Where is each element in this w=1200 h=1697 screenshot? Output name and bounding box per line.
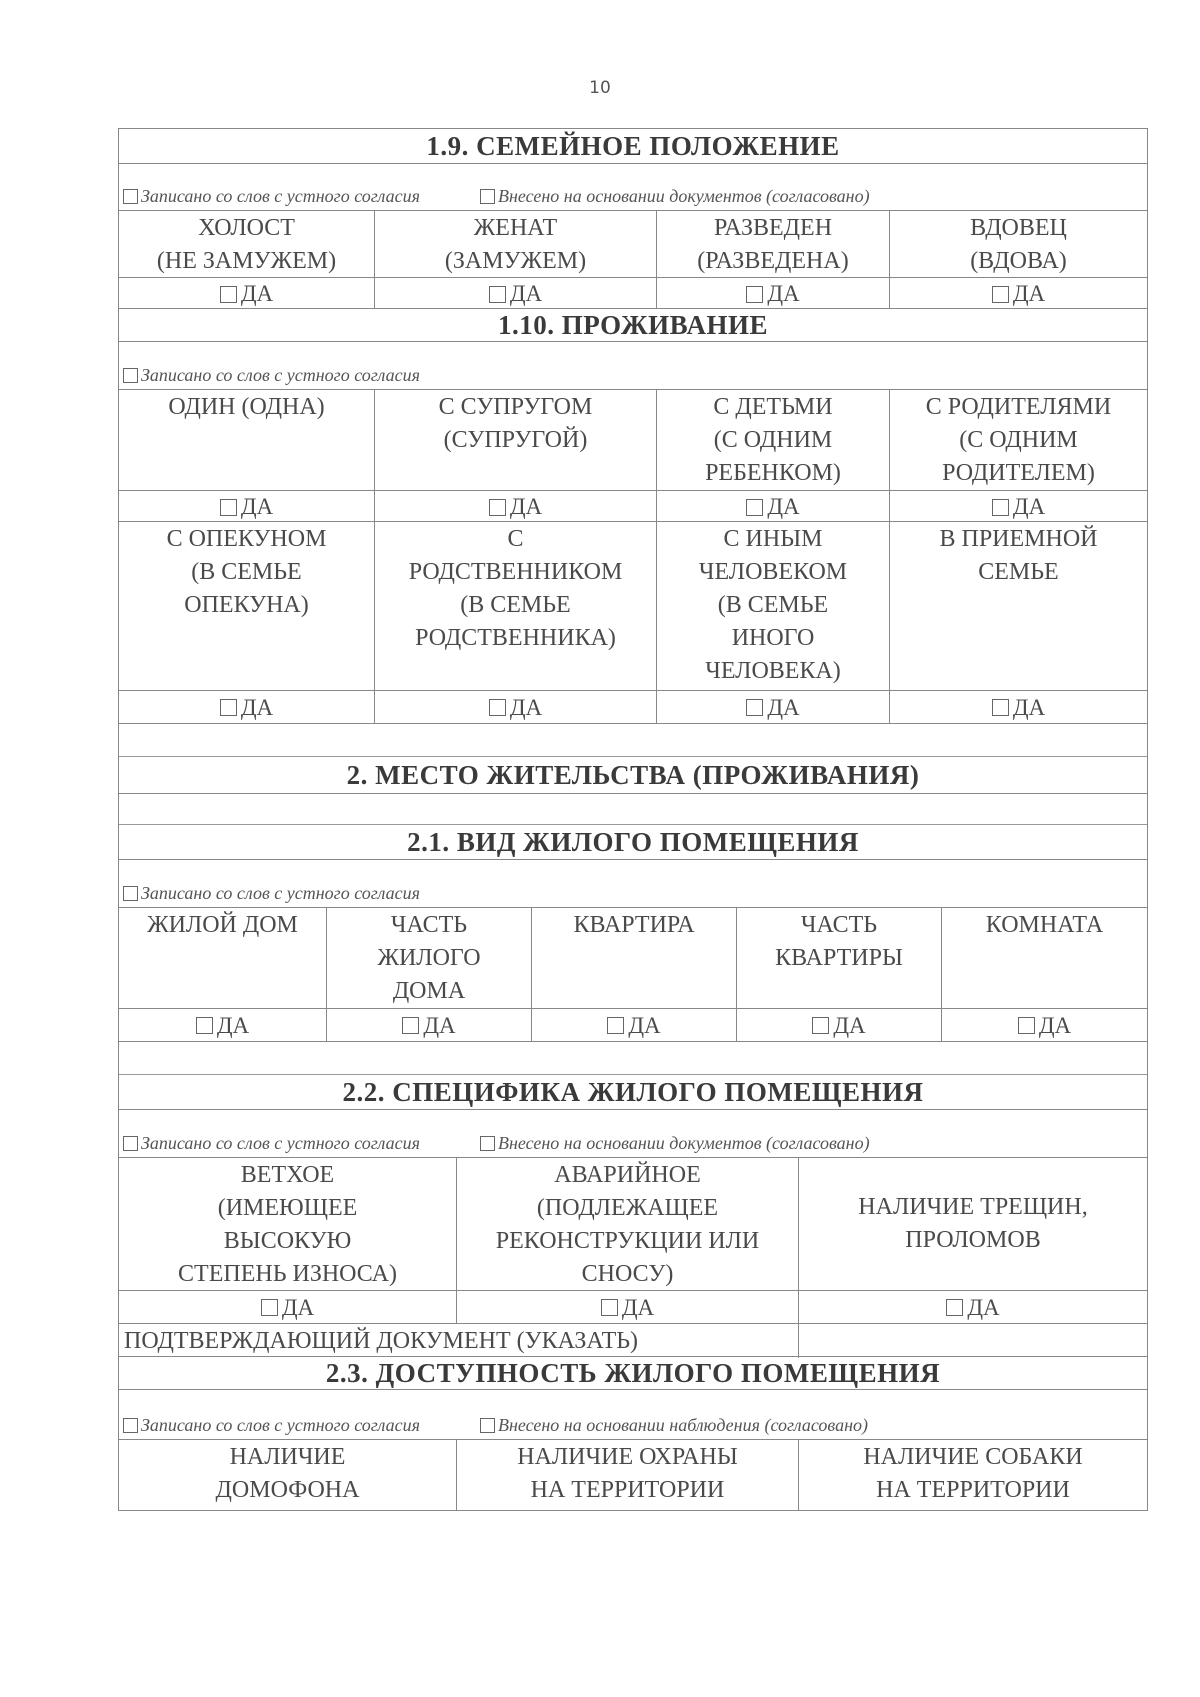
option-married: ЖЕНАТ (ЗАМУЖЕМ) (375, 211, 657, 278)
consent-row (119, 164, 1147, 211)
consent-row (119, 1110, 1147, 1158)
option-widowed: ВДОВЕЦ (ВДОВА) (970, 215, 1067, 274)
option-with-spouse: С СУПРУГОМ (СУПРУГОЙ) (375, 390, 657, 490)
checkbox-icon[interactable] (489, 699, 506, 716)
yes-checkbox[interactable] (457, 1291, 799, 1323)
consent-docs-label: Внесено на основании документов (согласовано) (497, 186, 870, 206)
checkbox-icon[interactable] (489, 499, 506, 516)
yes-checkbox[interactable] (119, 491, 375, 522)
checkbox-icon[interactable] (607, 1017, 624, 1034)
consent-docs-option[interactable] (480, 186, 870, 207)
consent-observation-option[interactable] (480, 1415, 868, 1436)
yes-checkbox[interactable] (737, 1009, 942, 1041)
yes-label: ДА (628, 1012, 661, 1038)
section-title: 2.1. ВИД ЖИЛОГО ПОМЕЩЕНИЯ (119, 825, 1147, 860)
option-alone: ОДИН (ОДНА) (119, 390, 375, 490)
yes-checkbox[interactable] (119, 278, 375, 309)
option-room: КОМНАТА (985, 912, 1104, 938)
yes-checkbox[interactable] (375, 278, 657, 309)
section-housing-specifics (118, 1042, 1148, 1357)
yes-row (119, 491, 1147, 522)
yes-label: ДА (240, 494, 274, 519)
spacer (119, 724, 1147, 757)
spacer (119, 794, 1147, 825)
consent-oral-option[interactable] (123, 186, 420, 207)
options-row (119, 1158, 1147, 1291)
yes-row (119, 691, 1147, 724)
supporting-document-label: ПОДТВЕРЖДАЮЩИЙ ДОКУМЕНТ (УКАЗАТЬ) (119, 1324, 799, 1358)
yes-row (119, 278, 1147, 309)
yes-label: ДА (240, 281, 274, 306)
yes-label: ДА (833, 1012, 866, 1038)
yes-checkbox[interactable] (119, 691, 375, 723)
checkbox-icon[interactable] (196, 1017, 213, 1034)
checkbox-icon[interactable] (480, 1418, 495, 1433)
yes-row (119, 1291, 1147, 1324)
yes-label: ДА (509, 281, 543, 306)
option-house: ЖИЛОЙ ДОМ (119, 908, 327, 1008)
yes-label: ДА (1012, 694, 1046, 720)
consent-oral-option[interactable] (123, 365, 420, 386)
checkbox-icon[interactable] (123, 1418, 138, 1433)
option-foster-family: В ПРИЕМНОЙ СЕМЬЕ (939, 526, 1098, 585)
consent-row (119, 860, 1147, 908)
yes-label: ДА (240, 694, 274, 720)
checkbox-icon[interactable] (992, 699, 1009, 716)
checkbox-icon[interactable] (746, 499, 763, 516)
option-with-guardian: С ОПЕКУНОМ (В СЕМЬЕ ОПЕКУНА) (119, 522, 375, 690)
checkbox-icon[interactable] (489, 286, 506, 303)
option-emergency: АВАРИЙНОЕ (ПОДЛЕЖАЩЕЕ РЕКОНСТРУКЦИИ ИЛИ СНОСУ) (457, 1158, 799, 1291)
document-row (119, 1324, 1147, 1357)
consent-oral-label: Записано со слов с устного согласия (141, 1133, 420, 1153)
yes-label: ДА (1012, 494, 1046, 519)
checkbox-icon[interactable] (812, 1017, 829, 1034)
option-with-relative: С РОДСТВЕННИКОМ (В СЕМЬЕ РОДСТВЕННИКА) (375, 522, 657, 690)
yes-label: ДА (767, 694, 800, 720)
yes-label: ДА (967, 1294, 1000, 1320)
option-single: ХОЛОСТ (НЕ ЗАМУЖЕМ) (119, 211, 375, 278)
spacer (119, 1042, 1147, 1075)
option-security: НАЛИЧИЕ ОХРАНЫ НА ТЕРРИТОРИИ (457, 1440, 799, 1510)
form-sheet (118, 128, 1148, 1511)
yes-checkbox[interactable] (890, 278, 1147, 309)
consent-docs-label: Внесено на основании документов (согласовано) (497, 1133, 870, 1153)
checkbox-icon[interactable] (601, 1299, 618, 1316)
yes-checkbox[interactable] (119, 1291, 457, 1323)
yes-checkbox[interactable] (657, 278, 890, 309)
section-housing-accessibility (118, 1357, 1148, 1511)
section-title: 2. МЕСТО ЖИТЕЛЬСТВА (ПРОЖИВАНИЯ) (119, 757, 1147, 794)
yes-label: ДА (1012, 281, 1046, 306)
yes-checkbox[interactable] (375, 691, 657, 723)
section-title: 1.10. ПРОЖИВАНИЕ (119, 309, 1147, 342)
checkbox-icon[interactable] (220, 699, 237, 716)
options-row (119, 390, 1147, 491)
option-divorced: РАЗВЕДЕН (РАЗВЕДЕНА) (657, 211, 890, 278)
yes-label: ДА (767, 494, 800, 519)
option-with-children: С ДЕТЬМИ (С ОДНИМ РЕБЕНКОМ) (657, 390, 890, 490)
consent-oral-label: Записано со слов с устного согласия (141, 883, 420, 903)
yes-label: ДА (216, 1012, 250, 1038)
yes-label: ДА (767, 281, 800, 306)
consent-oral-option[interactable] (123, 883, 420, 904)
page-number: 10 (589, 78, 611, 98)
yes-checkbox[interactable] (799, 1291, 1147, 1323)
consent-oral-label: Записано со слов с устного согласия (141, 365, 420, 385)
yes-label: ДА (509, 694, 543, 720)
checkbox-icon[interactable] (261, 1299, 278, 1316)
consent-oral-label: Записано со слов с устного согласия (141, 186, 420, 206)
yes-checkbox[interactable] (327, 1009, 532, 1041)
checkbox-icon[interactable] (123, 368, 138, 383)
checkbox-icon[interactable] (402, 1017, 419, 1034)
consent-oral-option[interactable] (123, 1415, 420, 1436)
checkbox-icon[interactable] (992, 499, 1009, 516)
yes-label: ДА (1038, 1012, 1072, 1038)
yes-label: ДА (509, 494, 543, 519)
consent-oral-label: Записано со слов с устного согласия (141, 1415, 420, 1435)
yes-checkbox[interactable] (890, 691, 1147, 723)
yes-checkbox[interactable] (657, 691, 890, 723)
options-row (119, 522, 1147, 691)
consent-oral-option[interactable] (123, 1133, 420, 1154)
option-with-other-person: С ИНЫМ ЧЕЛОВЕКОМ (В СЕМЬЕ ИНОГО ЧЕЛОВЕКА) (657, 522, 890, 690)
section-residence (118, 724, 1148, 825)
option-cracks: НАЛИЧИЕ ТРЕЩИН, ПРОЛОМОВ (858, 1194, 1088, 1253)
checkbox-icon[interactable] (220, 499, 237, 516)
checkbox-icon[interactable] (220, 286, 237, 303)
yes-label: ДА (423, 1012, 456, 1038)
option-dilapidated: ВЕТХОЕ (ИМЕЮЩЕЕ ВЫСОКУЮ СТЕПЕНЬ ИЗНОСА) (119, 1158, 457, 1291)
checkbox-icon[interactable] (123, 1136, 138, 1151)
yes-row (119, 1009, 1147, 1042)
yes-label: ДА (281, 1294, 315, 1320)
consent-observation-label: Внесено на основании наблюдения (согласовано) (497, 1415, 868, 1435)
option-with-parents: С РОДИТЕЛЯМИ (С ОДНИМ РОДИТЕЛЕМ) (925, 394, 1112, 486)
consent-row (119, 342, 1147, 390)
section-housing-type (118, 825, 1148, 1042)
section-marital-status (118, 128, 1148, 309)
options-row (119, 211, 1147, 278)
checkbox-icon[interactable] (1018, 1017, 1035, 1034)
checkbox-icon[interactable] (123, 189, 138, 204)
checkbox-icon[interactable] (946, 1299, 963, 1316)
option-part-of-house: ЧАСТЬ ЖИЛОГО ДОМА (327, 908, 532, 1008)
consent-row (119, 1390, 1147, 1440)
consent-docs-option[interactable] (480, 1133, 870, 1154)
section-title: 2.2. СПЕЦИФИКА ЖИЛОГО ПОМЕЩЕНИЯ (119, 1075, 1147, 1110)
yes-checkbox[interactable] (375, 491, 657, 522)
section-title: 2.3. ДОСТУПНОСТЬ ЖИЛОГО ПОМЕЩЕНИЯ (119, 1357, 1147, 1390)
option-dog: НАЛИЧИЕ СОБАКИ НА ТЕРРИТОРИИ (863, 1444, 1083, 1503)
checkbox-icon[interactable] (992, 286, 1009, 303)
checkbox-icon[interactable] (480, 1136, 495, 1151)
checkbox-icon[interactable] (746, 699, 763, 716)
options-row (119, 908, 1147, 1009)
section-title: 1.9. СЕМЕЙНОЕ ПОЛОЖЕНИЕ (119, 128, 1147, 164)
yes-checkbox[interactable] (657, 491, 890, 522)
options-row (119, 1440, 1147, 1511)
supporting-document-input[interactable] (799, 1324, 1147, 1358)
option-part-of-apartment: ЧАСТЬ КВАРТИРЫ (737, 908, 942, 1008)
yes-label: ДА (621, 1294, 655, 1320)
yes-checkbox[interactable] (532, 1009, 737, 1041)
option-apartment: КВАРТИРА (532, 908, 737, 1008)
checkbox-icon[interactable] (746, 286, 763, 303)
checkbox-icon[interactable] (123, 886, 138, 901)
yes-checkbox[interactable] (890, 491, 1147, 522)
yes-checkbox[interactable] (942, 1009, 1147, 1041)
option-intercom: НАЛИЧИЕ ДОМОФОНА (119, 1440, 457, 1510)
section-living-arrangement (118, 309, 1148, 724)
yes-checkbox[interactable] (119, 1009, 327, 1041)
checkbox-icon[interactable] (480, 189, 495, 204)
